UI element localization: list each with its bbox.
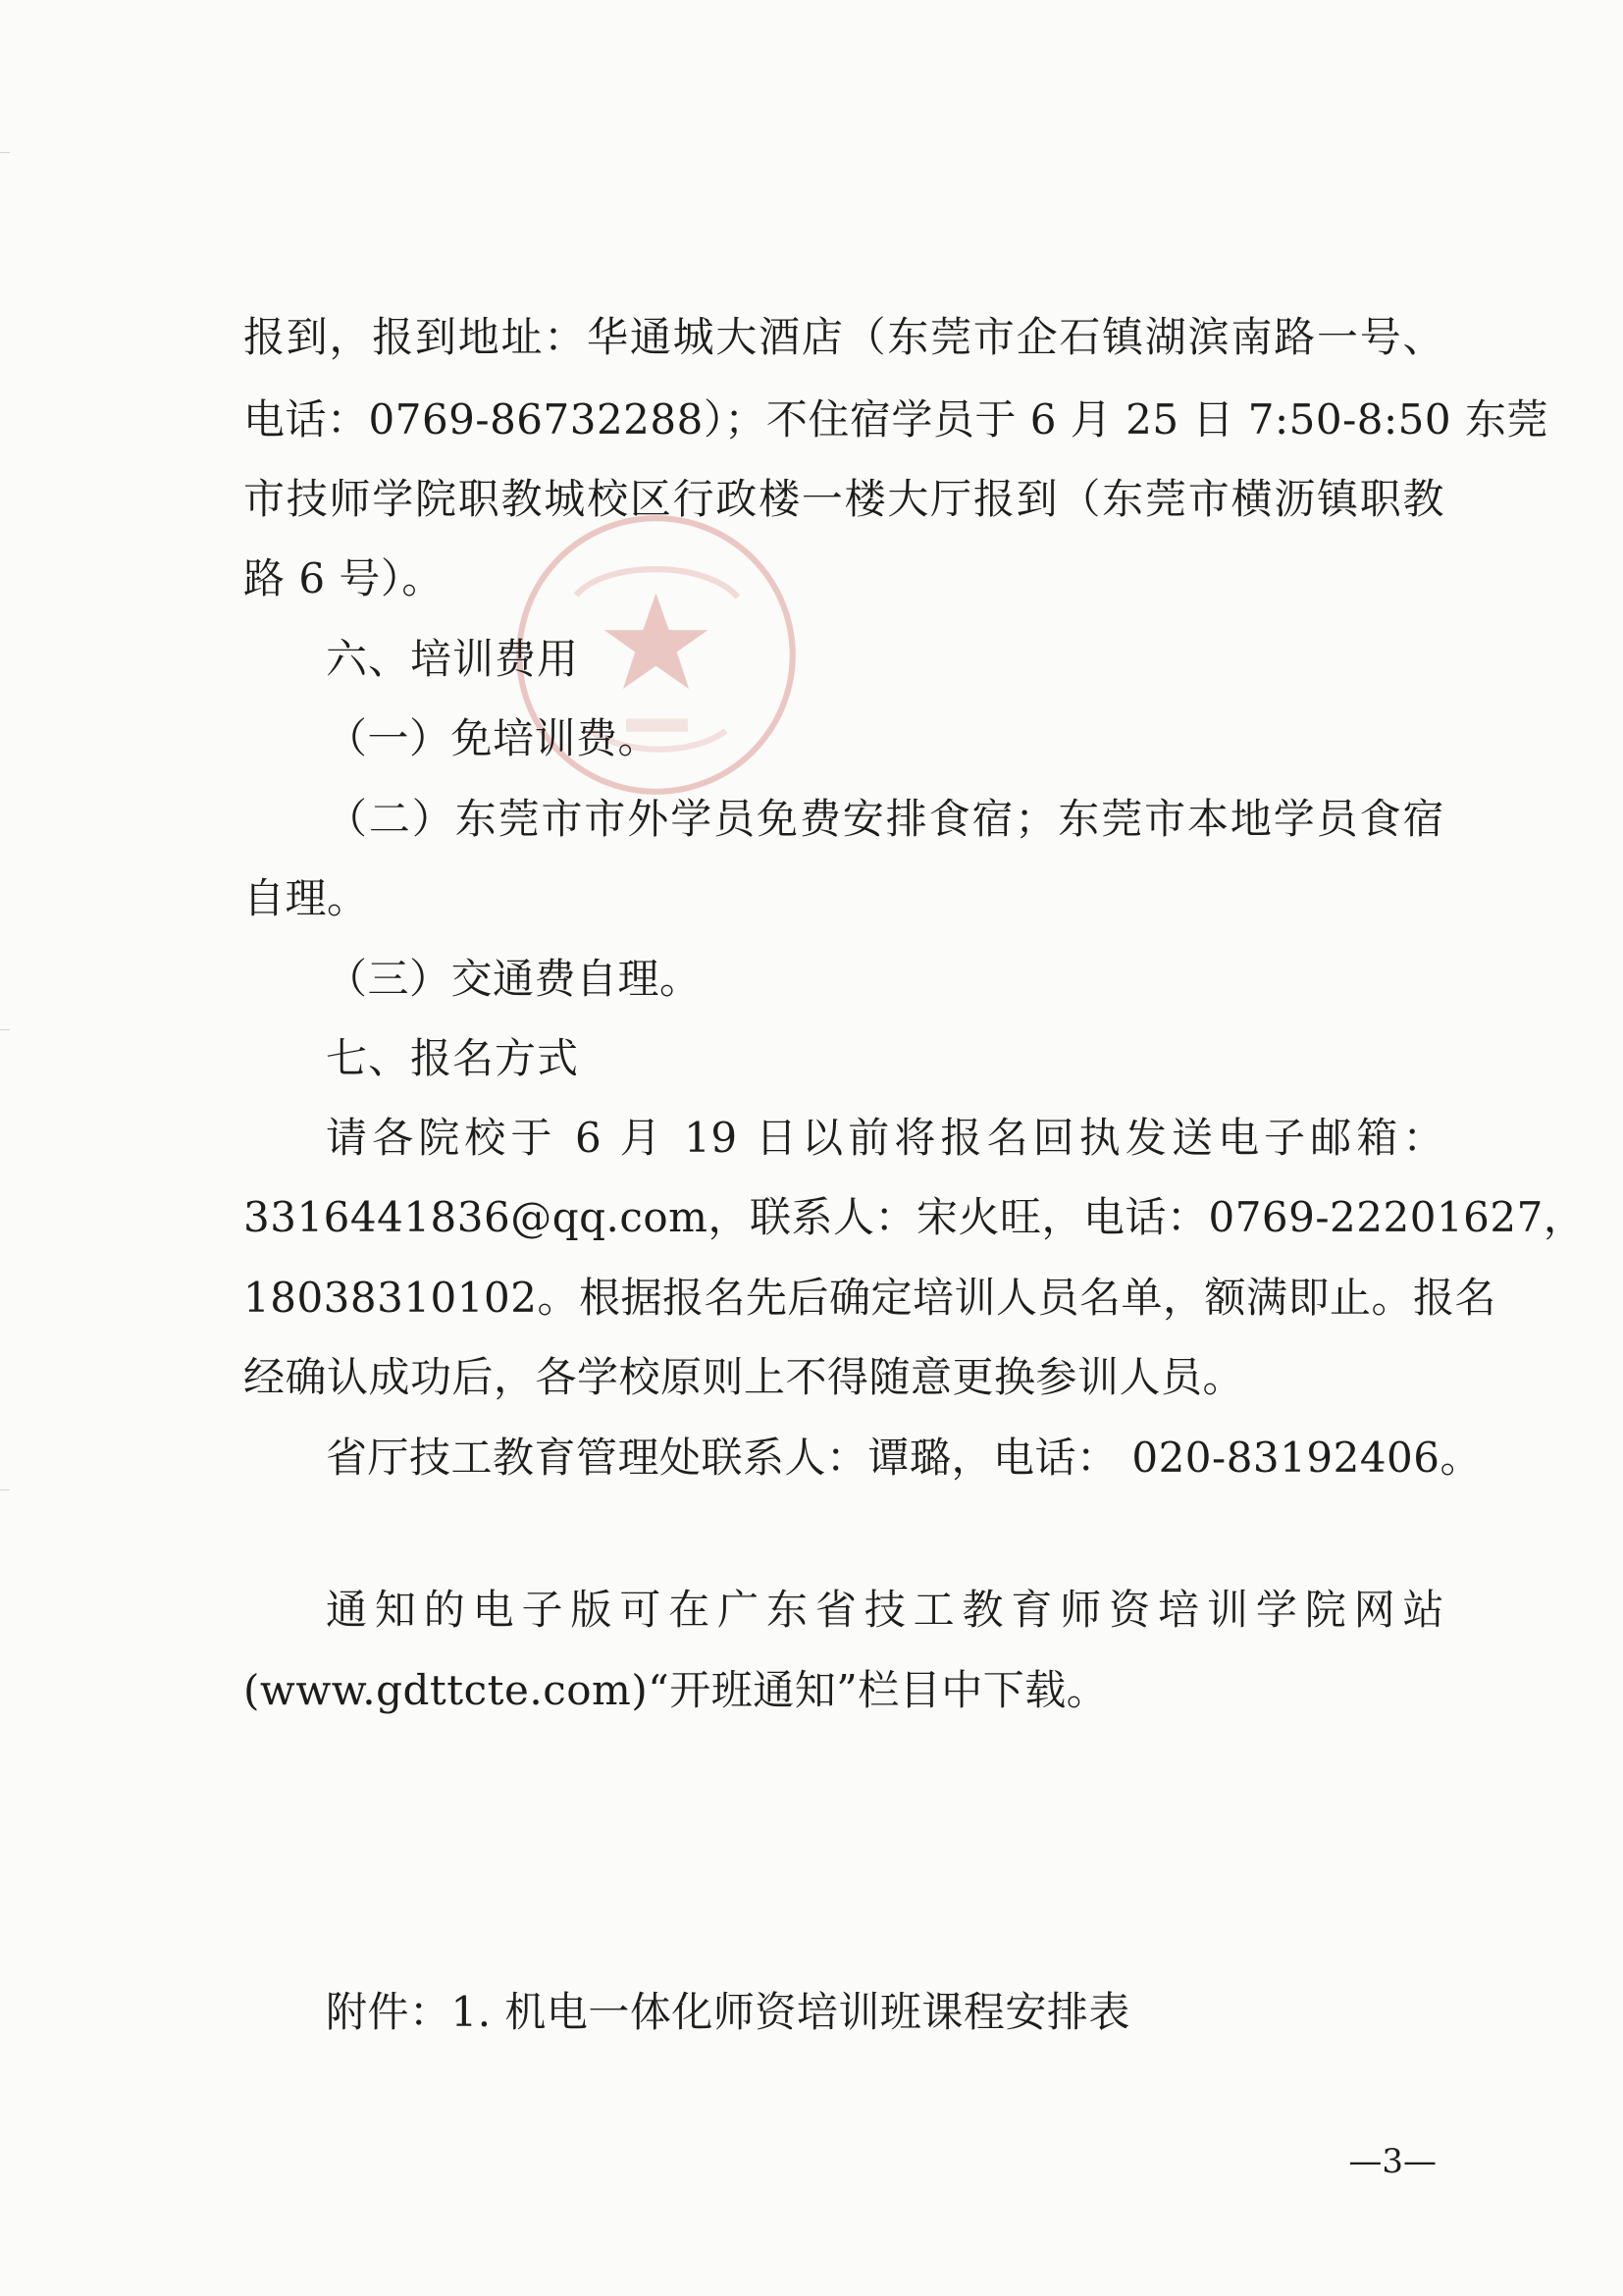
registration-line-1: 请各院校于 6 月 19 日以前将报名回执发送电子邮箱： (326, 1114, 1444, 1162)
body-line-1: 报到，报到地址：华通城大酒店（东莞市企石镇湖滨南路一号、 (243, 313, 1444, 361)
fee-item-2: （二）东莞市市外学员免费安排食宿；东莞市本地学员食宿 (326, 795, 1444, 843)
registration-line-4: 经确认成功后，各学校原则上不得随意更换参训人员。 (243, 1353, 1245, 1401)
scan-edge-mark (0, 1489, 10, 1490)
section-heading-registration: 七、报名方式 (326, 1034, 580, 1082)
section-heading-training-fees: 六、培训费用 (326, 635, 580, 683)
scan-edge-mark (0, 152, 10, 153)
scan-edge-mark (0, 1029, 10, 1030)
website-notice-line-1: 通知的电子版可在广东省技工教育师资培训学院网站 (326, 1586, 1444, 1634)
registration-contact-line: 3316441836@qq.com，联系人：宋火旺，电话：0769-22201627， (243, 1193, 1586, 1241)
fee-item-1: （一）免培训费。 (326, 714, 660, 762)
page-number: —3— (1348, 2142, 1437, 2181)
body-line-3: 市技师学院职教城校区行政楼一楼大厅报到（东莞市横沥镇职教 (243, 475, 1444, 523)
provincial-contact-line: 省厅技工教育管理处联系人：谭璐，电话： 020-83192406。 (326, 1434, 1482, 1482)
attachment-line: 附件：1. 机电一体化师资培训班课程安排表 (326, 1988, 1130, 2036)
body-line-2: 电话：0769-86732288）；不住宿学员于 6 月 25 日 7:50-8:50 东莞 (243, 395, 1548, 444)
website-notice-line-2: (www.gdttcte.com)“开班通知”栏目中下载。 (243, 1666, 1109, 1714)
body-line-4: 路 6 号）。 (243, 554, 444, 602)
registration-line-3: 18038310102。根据报名先后确定培训人员名单，额满即止。报名 (243, 1274, 1496, 1322)
fee-item-2-continuation: 自理。 (243, 874, 369, 922)
fee-item-3: （三）交通费自理。 (326, 955, 702, 1003)
